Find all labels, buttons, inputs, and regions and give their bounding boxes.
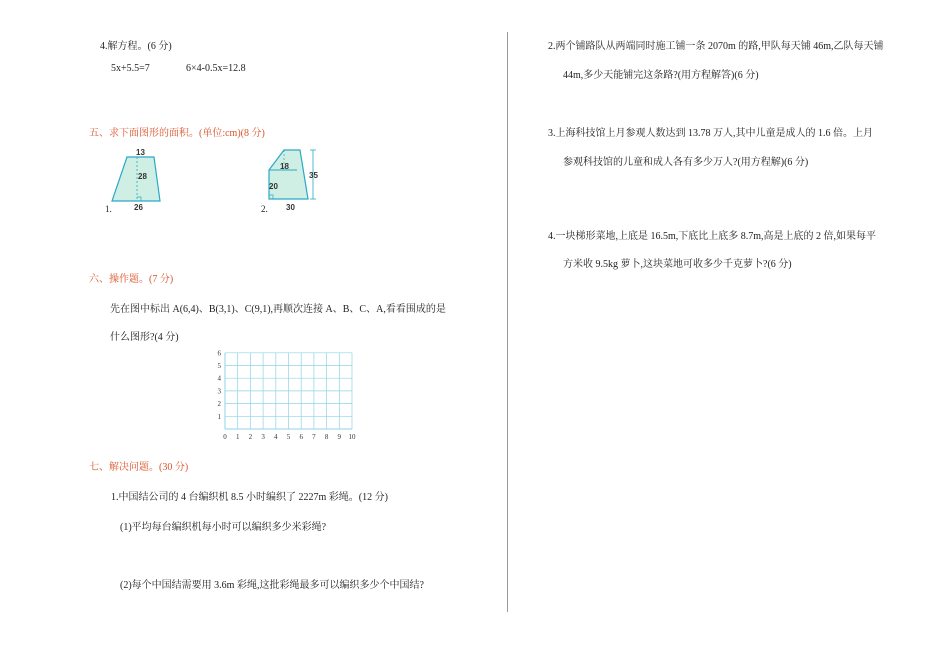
y-tick-label: 4: [217, 374, 221, 383]
fig2-top-label: 18: [280, 162, 289, 171]
fig1-number: 1.: [105, 204, 112, 214]
x-tick-label: 5: [286, 433, 291, 441]
x-tick-label: 0: [223, 433, 227, 441]
x-tick-label: 8: [324, 433, 329, 441]
q4-title: 4.解方程。(6 分): [100, 41, 172, 52]
x-tick-label: 2: [248, 433, 253, 441]
y-tick-label: 6: [217, 349, 221, 358]
sec6-line-2: 什么图形?(4 分): [110, 332, 179, 343]
problem-3-line-1: 3.上海科技馆上月参观人数达到 13.78 万人,其中儿童是成人的 1.6 倍。上月: [548, 128, 873, 139]
section-5-title: 五、求下面图形的面积。(单位:cm)(8 分): [89, 128, 265, 139]
problem-1-part-2: (2)每个中国结需要用 3.6m 彩绳,这批彩绳最多可以编织多少个中国结?: [120, 580, 424, 591]
x-tick-label: 6: [299, 433, 303, 441]
problem-4-line-2: 方米收 9.5kg 萝卜,这块菜地可收多少千克萝卜?(6 分): [563, 259, 792, 270]
sec6-line-1: 先在图中标出 A(6,4)、B(3,1)、C(9,1),再顺次连接 A、B、C、A,看看围成的是: [110, 304, 446, 315]
x-tick-label: 7: [312, 433, 316, 441]
x-tick-label: 3: [261, 433, 265, 441]
equation-1: 5x+5.5=7: [111, 63, 150, 74]
y-tick-label: 3: [217, 387, 221, 396]
fig2-number: 2.: [261, 204, 268, 214]
fig1-height-label: 28: [138, 172, 147, 181]
figure-1-trapezoid: [104, 147, 174, 215]
x-tick-label: 1: [235, 433, 240, 441]
problem-1: 1.中国结公司的 4 台编织机 8.5 小时编织了 2227m 彩绳。(12 分): [111, 492, 388, 503]
trapezoid-shape: [112, 157, 160, 201]
column-divider: [507, 32, 508, 612]
problem-2-line-2: 44m,多少天能铺完这条路?(用方程解答)(6 分): [563, 70, 759, 81]
coordinate-grid[interactable]: [210, 348, 370, 448]
y-tick-label: 2: [217, 400, 221, 409]
section-6-title: 六、操作题。(7 分): [89, 274, 174, 285]
fig2-left-label: 20: [269, 182, 278, 191]
x-tick-label: 4: [274, 433, 278, 441]
fig1-top-label: 13: [136, 148, 145, 157]
x-tick-label: 9: [337, 433, 342, 441]
problem-3-line-2: 参观科技馆的儿童和成人各有多少万人?(用方程解)(6 分): [563, 157, 809, 168]
figure-2-composite: [262, 145, 332, 215]
y-tick-label: 5: [217, 362, 221, 370]
problem-4-line-1: 4.一块梯形菜地,上底是 16.5m,下底比上底多 8.7m,高是上底的 2 倍,如果每平: [548, 231, 877, 242]
equation-2: 6×4-0.5x=12.8: [186, 63, 246, 74]
problem-1-part-1: (1)平均每台编织机每小时可以编织多少米彩绳?: [120, 522, 327, 533]
problem-2-line-1: 2.两个铺路队从两端同时施工铺一条 2070m 的路,甲队每天铺 46m,乙队每天铺: [548, 41, 884, 52]
section-7-title: 七、解决问题。(30 分): [89, 462, 189, 473]
fig2-total-height-label: 35: [309, 171, 318, 180]
y-tick-label: 1: [217, 412, 221, 421]
composite-shape: [269, 150, 308, 199]
fig2-bottom-label: 30: [286, 203, 295, 212]
fig1-bottom-label: 26: [134, 203, 143, 212]
x-tick-label: 10: [348, 433, 356, 441]
